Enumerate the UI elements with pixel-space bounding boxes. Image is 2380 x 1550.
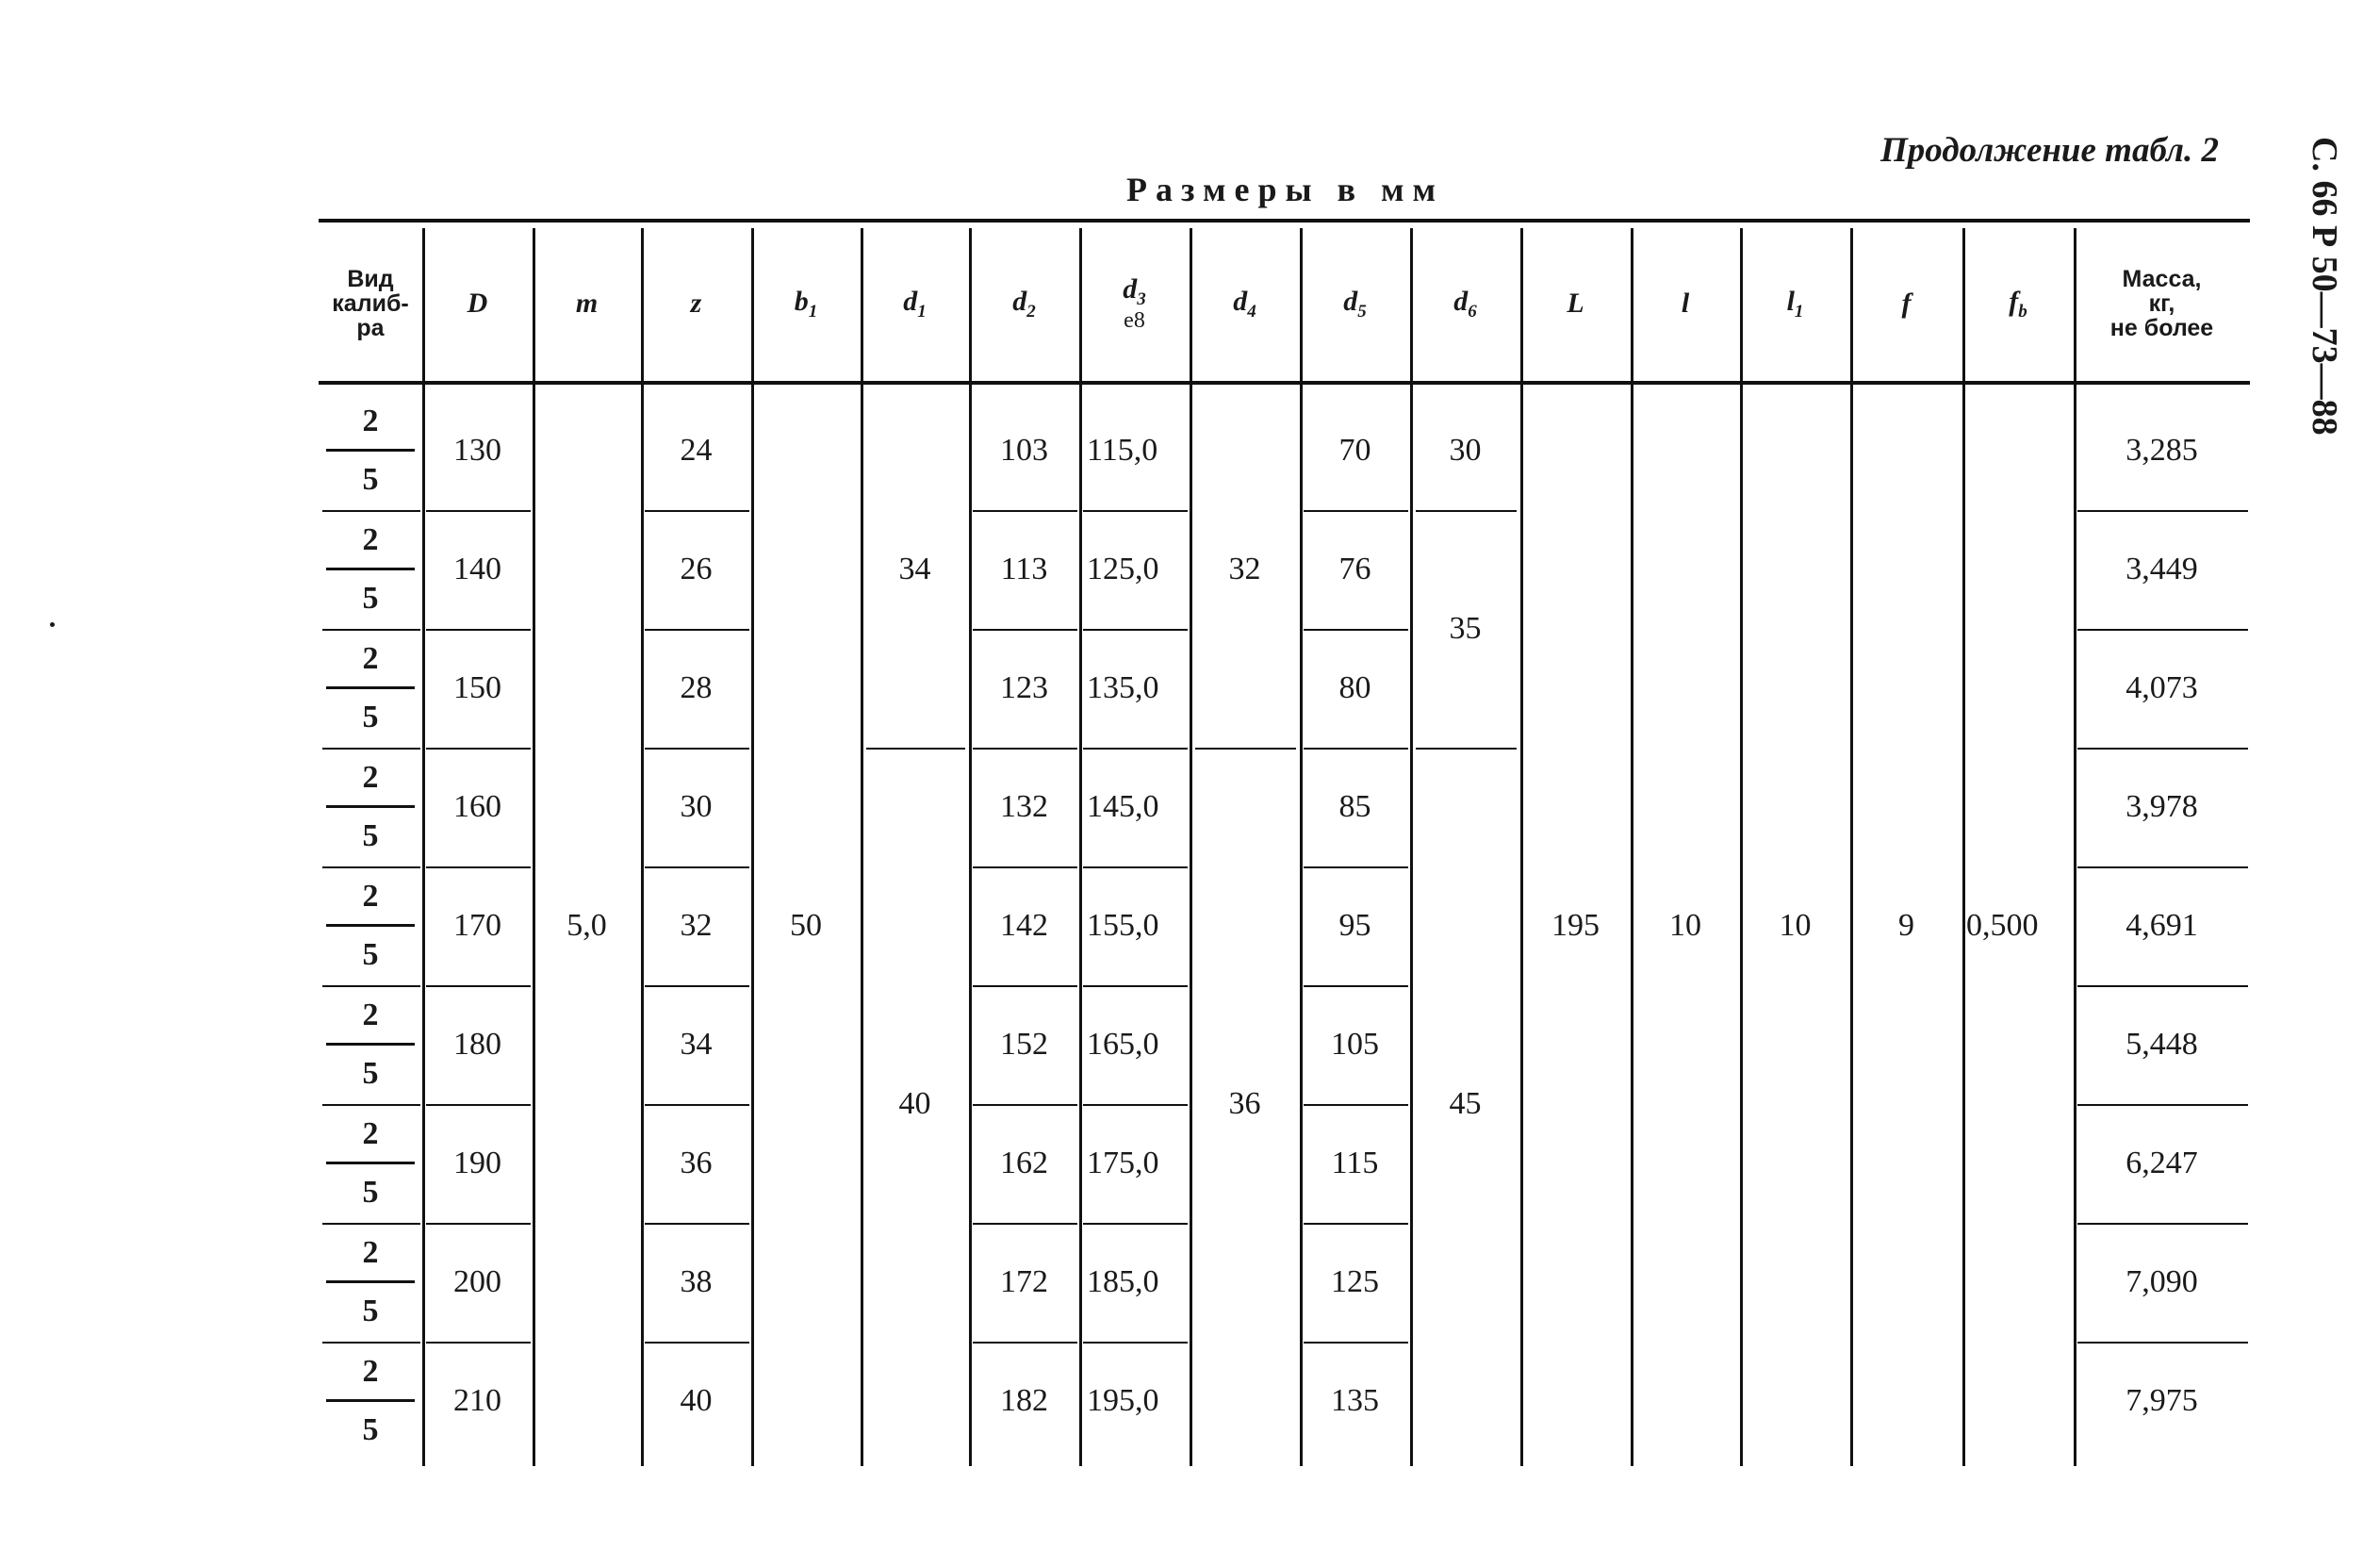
- vid-fraction-line: [326, 568, 415, 570]
- cell-D: 160: [453, 789, 501, 824]
- cell-mass: 3,285: [2126, 433, 2198, 468]
- cell-d3: 125,0: [1087, 552, 1159, 586]
- cell-z: 28: [680, 670, 713, 705]
- header-fb: $f_b$: [2009, 285, 2027, 322]
- cell-d3: 195,0: [1087, 1383, 1159, 1418]
- vid-fraction-line: [326, 686, 415, 689]
- cell-l1-merged: 10: [1779, 908, 1812, 943]
- cell-d3: 175,0: [1087, 1146, 1159, 1180]
- row-divider: [322, 748, 420, 750]
- cell-mass: 3,449: [2126, 552, 2198, 586]
- vid-fraction-line: [326, 1162, 415, 1164]
- cell-mass: 7,975: [2126, 1383, 2198, 1418]
- cell-b1-merged: 50: [790, 908, 822, 943]
- vid-numerator: 2: [362, 760, 379, 795]
- cell-d5: 105: [1331, 1027, 1379, 1062]
- units-caption: Размеры в мм: [1126, 171, 1445, 208]
- cell-d6-group-3: 45: [1449, 1086, 1482, 1121]
- cell-d2: 182: [1000, 1383, 1048, 1418]
- vid-denominator: 5: [362, 1412, 379, 1447]
- stray-dot: [50, 622, 55, 627]
- row-divider: [322, 866, 420, 868]
- cell-D: 130: [453, 433, 501, 468]
- cell-d2: 103: [1000, 433, 1048, 468]
- header-b1: $b_1$: [794, 285, 818, 322]
- header-d1: $d_1$: [903, 285, 927, 322]
- vid-numerator: 2: [362, 1354, 379, 1389]
- vid-numerator: 2: [362, 1116, 379, 1151]
- vid-numerator: 2: [362, 522, 379, 557]
- cell-z: 32: [680, 908, 713, 943]
- cell-d5: 95: [1338, 908, 1371, 943]
- cell-D: 180: [453, 1027, 501, 1062]
- cell-d5: 85: [1338, 789, 1371, 824]
- continuation-title: Продолжение табл. 2: [1880, 131, 2219, 170]
- side-document-code: С. 66 Р 50—73—88: [2305, 137, 2344, 436]
- header-L: L: [1567, 288, 1584, 320]
- cell-d2: 172: [1000, 1264, 1048, 1299]
- cell-d2: 162: [1000, 1146, 1048, 1180]
- cell-mass: 4,073: [2126, 670, 2198, 705]
- vid-denominator: 5: [362, 1294, 379, 1328]
- row-divider: [322, 1342, 420, 1344]
- row-divider: [322, 629, 420, 631]
- header-f: f: [1901, 288, 1912, 320]
- row-divider: [322, 510, 420, 512]
- dimensions-table: [319, 219, 2250, 1461]
- cell-d4-group-1: 32: [1228, 552, 1261, 586]
- vid-denominator: 5: [362, 937, 379, 972]
- cell-mass: 4,691: [2126, 908, 2198, 943]
- cell-d3: 185,0: [1087, 1264, 1159, 1299]
- cell-d3: 115,0: [1087, 433, 1158, 468]
- vid-denominator: 5: [362, 1056, 379, 1091]
- cell-d5: 76: [1338, 552, 1371, 586]
- cell-mass: 5,448: [2126, 1027, 2198, 1062]
- cell-d3: 155,0: [1087, 908, 1159, 943]
- row-divider: [322, 1104, 420, 1106]
- header-d6: $d_6$: [1453, 285, 1477, 322]
- cell-z: 38: [680, 1264, 713, 1299]
- vid-fraction-line: [326, 449, 415, 452]
- cell-m-merged: 5,0: [566, 908, 607, 943]
- cell-d5: 80: [1338, 670, 1371, 705]
- header-mass: Масса, кг, не более: [2109, 265, 2214, 342]
- cell-d2: 152: [1000, 1027, 1048, 1062]
- vid-denominator: 5: [362, 581, 379, 616]
- cell-D: 210: [453, 1383, 501, 1418]
- cell-d2: 142: [1000, 908, 1048, 943]
- header-z: z: [690, 288, 702, 320]
- cell-mass: 6,247: [2126, 1146, 2198, 1180]
- vid-numerator: 2: [362, 641, 379, 676]
- row-divider: [322, 985, 420, 987]
- vid-denominator: 5: [362, 700, 379, 734]
- cell-l-merged: 10: [1669, 908, 1701, 943]
- vid-numerator: 2: [362, 879, 379, 914]
- vid-denominator: 5: [362, 462, 379, 497]
- cell-D: 140: [453, 552, 501, 586]
- cell-D: 200: [453, 1264, 501, 1299]
- cell-d2: 132: [1000, 789, 1048, 824]
- cell-d5: 135: [1331, 1383, 1379, 1418]
- cell-L-merged: 195: [1551, 908, 1600, 943]
- header-d2: $d_2$: [1012, 285, 1036, 322]
- header-d5: $d_5$: [1343, 285, 1367, 322]
- cell-d3: 165,0: [1087, 1027, 1159, 1062]
- vid-fraction-line: [326, 1399, 415, 1402]
- cell-z: 34: [680, 1027, 713, 1062]
- cell-d6-group-2: 35: [1449, 611, 1482, 646]
- header-m: m: [575, 288, 599, 320]
- vid-fraction-line: [326, 1043, 415, 1046]
- cell-d3: 135,0: [1087, 670, 1159, 705]
- cell-z: 24: [680, 433, 713, 468]
- row-divider: [322, 1223, 420, 1225]
- header-d4: $d_4$: [1233, 285, 1256, 322]
- header-l1: $l_1$: [1786, 285, 1804, 322]
- vid-denominator: 5: [362, 1175, 379, 1210]
- cell-fb-merged: 0,500: [1966, 908, 2039, 943]
- cell-d2: 113: [1000, 552, 1048, 586]
- header-bottom-rule: [319, 381, 2250, 385]
- vid-fraction-line: [326, 924, 415, 927]
- cell-z: 30: [680, 789, 713, 824]
- cell-d5: 70: [1338, 433, 1371, 468]
- vid-numerator: 2: [362, 1235, 379, 1270]
- cell-f-merged: 9: [1898, 908, 1914, 943]
- header-d3: $d_3$ e8: [1123, 272, 1146, 333]
- header-l: l: [1681, 288, 1690, 320]
- header-D: D: [467, 288, 488, 320]
- cell-d5: 115: [1331, 1146, 1379, 1180]
- cell-D: 190: [453, 1146, 501, 1180]
- cell-d1-group-1: 34: [898, 552, 931, 586]
- cell-d1-group-2: 40: [898, 1086, 931, 1121]
- header-vid: Вид калиб- ра: [332, 265, 409, 342]
- cell-z: 36: [680, 1146, 713, 1180]
- vid-fraction-line: [326, 1280, 415, 1283]
- vid-numerator: 2: [362, 404, 379, 438]
- cell-D: 150: [453, 670, 501, 705]
- cell-d5: 125: [1331, 1264, 1379, 1299]
- cell-z: 40: [680, 1383, 713, 1418]
- vid-numerator: 2: [362, 998, 379, 1032]
- cell-mass: 7,090: [2126, 1264, 2198, 1299]
- cell-mass: 3,978: [2126, 789, 2198, 824]
- cell-d3: 145,0: [1087, 789, 1159, 824]
- cell-d2: 123: [1000, 670, 1048, 705]
- table-top-rule: [319, 219, 2250, 223]
- cell-d6-group-1: 30: [1449, 433, 1482, 468]
- cell-D: 170: [453, 908, 501, 943]
- cell-z: 26: [680, 552, 713, 586]
- vid-denominator: 5: [362, 818, 379, 853]
- cell-d4-group-2: 36: [1228, 1086, 1261, 1121]
- vid-fraction-line: [326, 805, 415, 808]
